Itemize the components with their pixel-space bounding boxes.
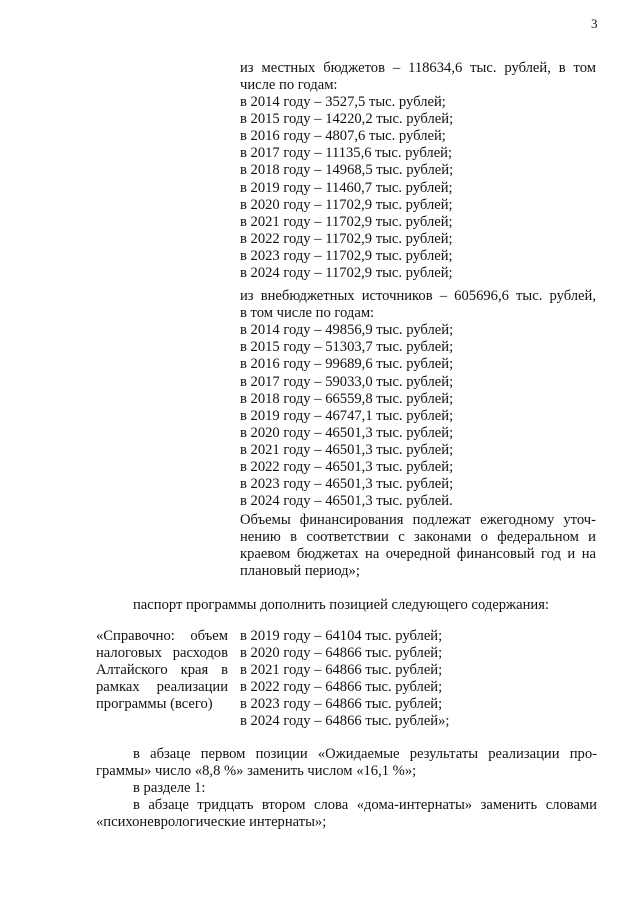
reference-year-2022: в 2022 году – 64866 тыс. рублей; xyxy=(240,679,443,695)
extra-budget-year-2016: в 2016 году – 99689,6 тыс. рублей; xyxy=(240,356,454,372)
local-budget-head-line-1: из местных бюджетов – 118634,6 тыс. рублей, в том xyxy=(240,60,596,76)
extra-budget-head-line-1: из внебюджетных источников – 605696,6 тыс. рублей, xyxy=(240,288,596,304)
reference-year-2023: в 2023 году – 64866 тыс. рублей; xyxy=(240,696,443,712)
extra-budget-year-2018: в 2018 году – 66559,8 тыс. рублей; xyxy=(240,391,454,407)
local-budget-year-2017: в 2017 году – 11135,6 тыс. рублей; xyxy=(240,145,453,161)
reference-label-line-1: «Справочно: объем xyxy=(96,628,228,644)
extra-budget-year-2024: в 2024 году – 46501,3 тыс. рублей. xyxy=(240,493,453,509)
reference-year-2024: в 2024 году – 64866 тыс. рублей»; xyxy=(240,713,450,729)
closing-note-line-3: краевом бюджетах на очередной финансовый год и на xyxy=(240,546,596,562)
amendment-paragraph-3-line-1: в абзаце тридцать втором слова «дома-интернаты» заменить словами xyxy=(133,797,597,813)
extra-budget-year-2015: в 2015 году – 51303,7 тыс. рублей; xyxy=(240,339,454,355)
local-budget-year-2019: в 2019 году – 11460,7 тыс. рублей; xyxy=(240,180,453,196)
closing-note-line-4: плановый период»; xyxy=(240,563,360,579)
amendment-paragraph-1-line-2: граммы» число «8,8 %» заменить числом «16,1 %»; xyxy=(96,763,417,779)
extra-budget-year-2014: в 2014 году – 49856,9 тыс. рублей; xyxy=(240,322,454,338)
amendment-paragraph-1-line-1: в абзаце первом позиции «Ожидаемые результаты реализации про- xyxy=(133,746,597,762)
local-budget-year-2021: в 2021 году – 11702,9 тыс. рублей; xyxy=(240,214,453,230)
amendment-paragraph-3-line-2: «психоневрологические интернаты»; xyxy=(96,814,327,830)
extra-budget-year-2022: в 2022 году – 46501,3 тыс. рублей; xyxy=(240,459,454,475)
local-budget-year-2020: в 2020 году – 11702,9 тыс. рублей; xyxy=(240,197,453,213)
reference-label-line-2: налоговых расходов xyxy=(96,645,228,661)
extra-budget-year-2023: в 2023 году – 46501,3 тыс. рублей; xyxy=(240,476,454,492)
local-budget-year-2024: в 2024 году – 11702,9 тыс. рублей; xyxy=(240,265,453,281)
local-budget-year-2016: в 2016 году – 4807,6 тыс. рублей; xyxy=(240,128,446,144)
extra-budget-year-2017: в 2017 году – 59033,0 тыс. рублей; xyxy=(240,374,454,390)
local-budget-head-line-2: числе по годам: xyxy=(240,77,338,93)
reference-year-2021: в 2021 году – 64866 тыс. рублей; xyxy=(240,662,443,678)
closing-note-line-1: Объемы финансирования подлежат ежегодному уточ- xyxy=(240,512,596,528)
reference-year-2019: в 2019 году – 64104 тыс. рублей; xyxy=(240,628,443,644)
passport-amendment-line: паспорт программы дополнить позицией следующего содержания: xyxy=(133,597,549,613)
reference-year-2020: в 2020 году – 64866 тыс. рублей; xyxy=(240,645,443,661)
page-number: 3 xyxy=(591,16,598,31)
local-budget-year-2023: в 2023 году – 11702,9 тыс. рублей; xyxy=(240,248,453,264)
amendment-paragraph-2: в разделе 1: xyxy=(133,780,206,796)
reference-label-line-4: рамках реализации xyxy=(96,679,228,695)
local-budget-year-2022: в 2022 году – 11702,9 тыс. рублей; xyxy=(240,231,453,247)
extra-budget-year-2019: в 2019 году – 46747,1 тыс. рублей; xyxy=(240,408,454,424)
closing-note-line-2: нению в соответствии с законами о федеральном и xyxy=(240,529,596,545)
extra-budget-head-line-2: в том числе по годам: xyxy=(240,305,375,321)
local-budget-year-2015: в 2015 году – 14220,2 тыс. рублей; xyxy=(240,111,454,127)
extra-budget-year-2021: в 2021 году – 46501,3 тыс. рублей; xyxy=(240,442,454,458)
local-budget-year-2014: в 2014 году – 3527,5 тыс. рублей; xyxy=(240,94,446,110)
reference-label-line-5: программы (всего) xyxy=(96,696,213,712)
reference-label-line-3: Алтайского края в xyxy=(96,662,228,678)
extra-budget-year-2020: в 2020 году – 46501,3 тыс. рублей; xyxy=(240,425,454,441)
local-budget-year-2018: в 2018 году – 14968,5 тыс. рублей; xyxy=(240,162,454,178)
